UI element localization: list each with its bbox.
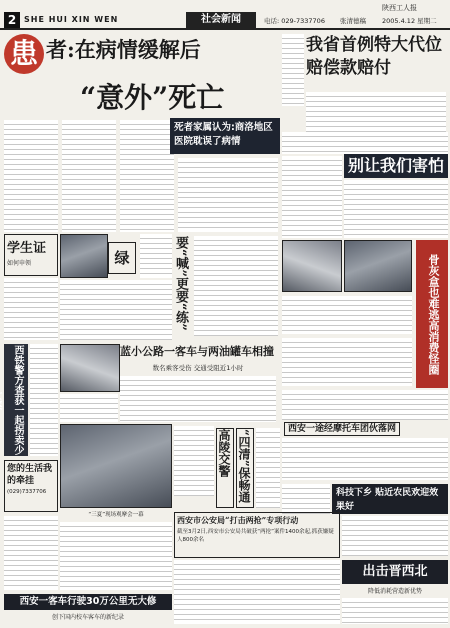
right-photo-article: [282, 296, 412, 334]
summer-caption: “三夏”现场观摩会一幕: [88, 512, 144, 518]
bottom-jin-sub: 降低消耗营造新优势: [367, 588, 422, 595]
right-vertical-red: 骨灰盒也难逃高消费怪圈: [416, 240, 448, 388]
crash-article-2: [60, 394, 118, 422]
left-vertical-title: 西铁警方查获一起拐卖少: [4, 344, 28, 456]
four-cleans-title: “四清”保畅通: [236, 428, 254, 508]
issue-date: 2005.4.12 星期二: [382, 17, 437, 25]
lead-article-col1: [4, 120, 58, 232]
right-article-col2: [344, 180, 448, 238]
section-title: 社会新闻: [186, 12, 256, 28]
summer-photo: [60, 424, 172, 508]
student-box-title: 学生证: [7, 241, 47, 256]
lead-article-col4: [178, 158, 278, 232]
right-article-3: [282, 338, 412, 386]
lead-subhead: 死者家属认为:商洛地区医院耽误了病情: [174, 122, 273, 147]
green-card-photo: [60, 234, 108, 278]
bottom-bus-headline: 西安一客车行驶30万公里无大修: [4, 594, 172, 610]
student-box-subtitle: 如何申领: [7, 260, 32, 267]
crash-headline: 蓝小公路一客车与两油罐车相撞: [120, 345, 274, 358]
crash-article: [120, 376, 276, 422]
highland-article-2: [256, 428, 280, 508]
section-pinyin: SHE HUI XIN WEN: [24, 15, 119, 24]
masthead: [0, 0, 450, 30]
student-article: [4, 278, 58, 340]
motor-headline: 西安一途经摩托车团伙落网: [284, 422, 400, 436]
lead-headline-line1: 者:在病情缓解后: [46, 37, 201, 62]
lead-subhead-box: [170, 118, 280, 154]
right-banner: 别让我们害怕: [344, 154, 448, 178]
vertical-slogan: 要“喊”更要“练”: [173, 236, 188, 331]
right-photo-2: [344, 240, 412, 292]
lead-headline-line2: “意外”死亡: [80, 81, 225, 114]
lead-article-col2: [62, 120, 116, 232]
paper-name: 陕西工人报: [382, 4, 417, 12]
highland-title: 高陵交警: [216, 428, 234, 508]
life-box-phone: (029)7337706: [7, 489, 47, 495]
lead-article-col3: [120, 120, 174, 232]
summer-article: [60, 522, 172, 590]
lead-circle-char: 患: [4, 34, 44, 74]
crash-subhead: 数名乘客受伤 交通受阻近1小时: [152, 364, 244, 372]
tech-banner: 科技下乡 贴近农民欢迎效果好: [332, 484, 448, 514]
bottom-jin-headline: 出击晋西北: [342, 560, 448, 584]
motor-article-top: [282, 390, 448, 420]
right-top-article: [306, 92, 446, 132]
mid-banner-sub: 截至3月2日,西安市公安局共破获“两抢”案件1400余起,抓获嫌疑人800余名: [177, 529, 334, 543]
right-top-headline: 我省首例特大代位赔偿款赔付: [306, 35, 442, 78]
green-card-quote: 绿: [108, 242, 136, 274]
life-box-title: 您的生活我的牵挂: [7, 464, 53, 486]
right-photo-1: [282, 240, 342, 292]
life-box: [4, 460, 58, 512]
motor-article: [282, 438, 448, 480]
green-card-article: [60, 280, 172, 340]
editor: 张清德稿: [340, 17, 366, 25]
left-article-2: [4, 516, 58, 590]
bottom-jin-article: [342, 598, 448, 624]
left-article-1: [30, 344, 58, 456]
mid-banner-title: 西安市公安局“打击两抢”专项行动: [177, 515, 299, 525]
bottom-article-mid: [174, 560, 340, 624]
slogan-article: [194, 236, 278, 336]
page-number: 2: [4, 12, 20, 28]
right-top-article-2: [282, 132, 448, 154]
bottom-bus-sub: 创下国内校车客车的新纪录: [51, 614, 124, 621]
mid-banner-box: [174, 512, 340, 558]
mid-small-text: [140, 234, 172, 278]
right-article-col1: [282, 156, 342, 238]
mid-banner-article: [342, 516, 448, 556]
right-top-sidebar-text: [282, 34, 304, 106]
crash-logo-photo: [60, 344, 120, 392]
phone-number: 电话: 029-7337706: [264, 17, 325, 25]
student-box: [4, 234, 58, 276]
highland-article-1: [174, 426, 214, 496]
tech-article-side: [282, 484, 330, 514]
